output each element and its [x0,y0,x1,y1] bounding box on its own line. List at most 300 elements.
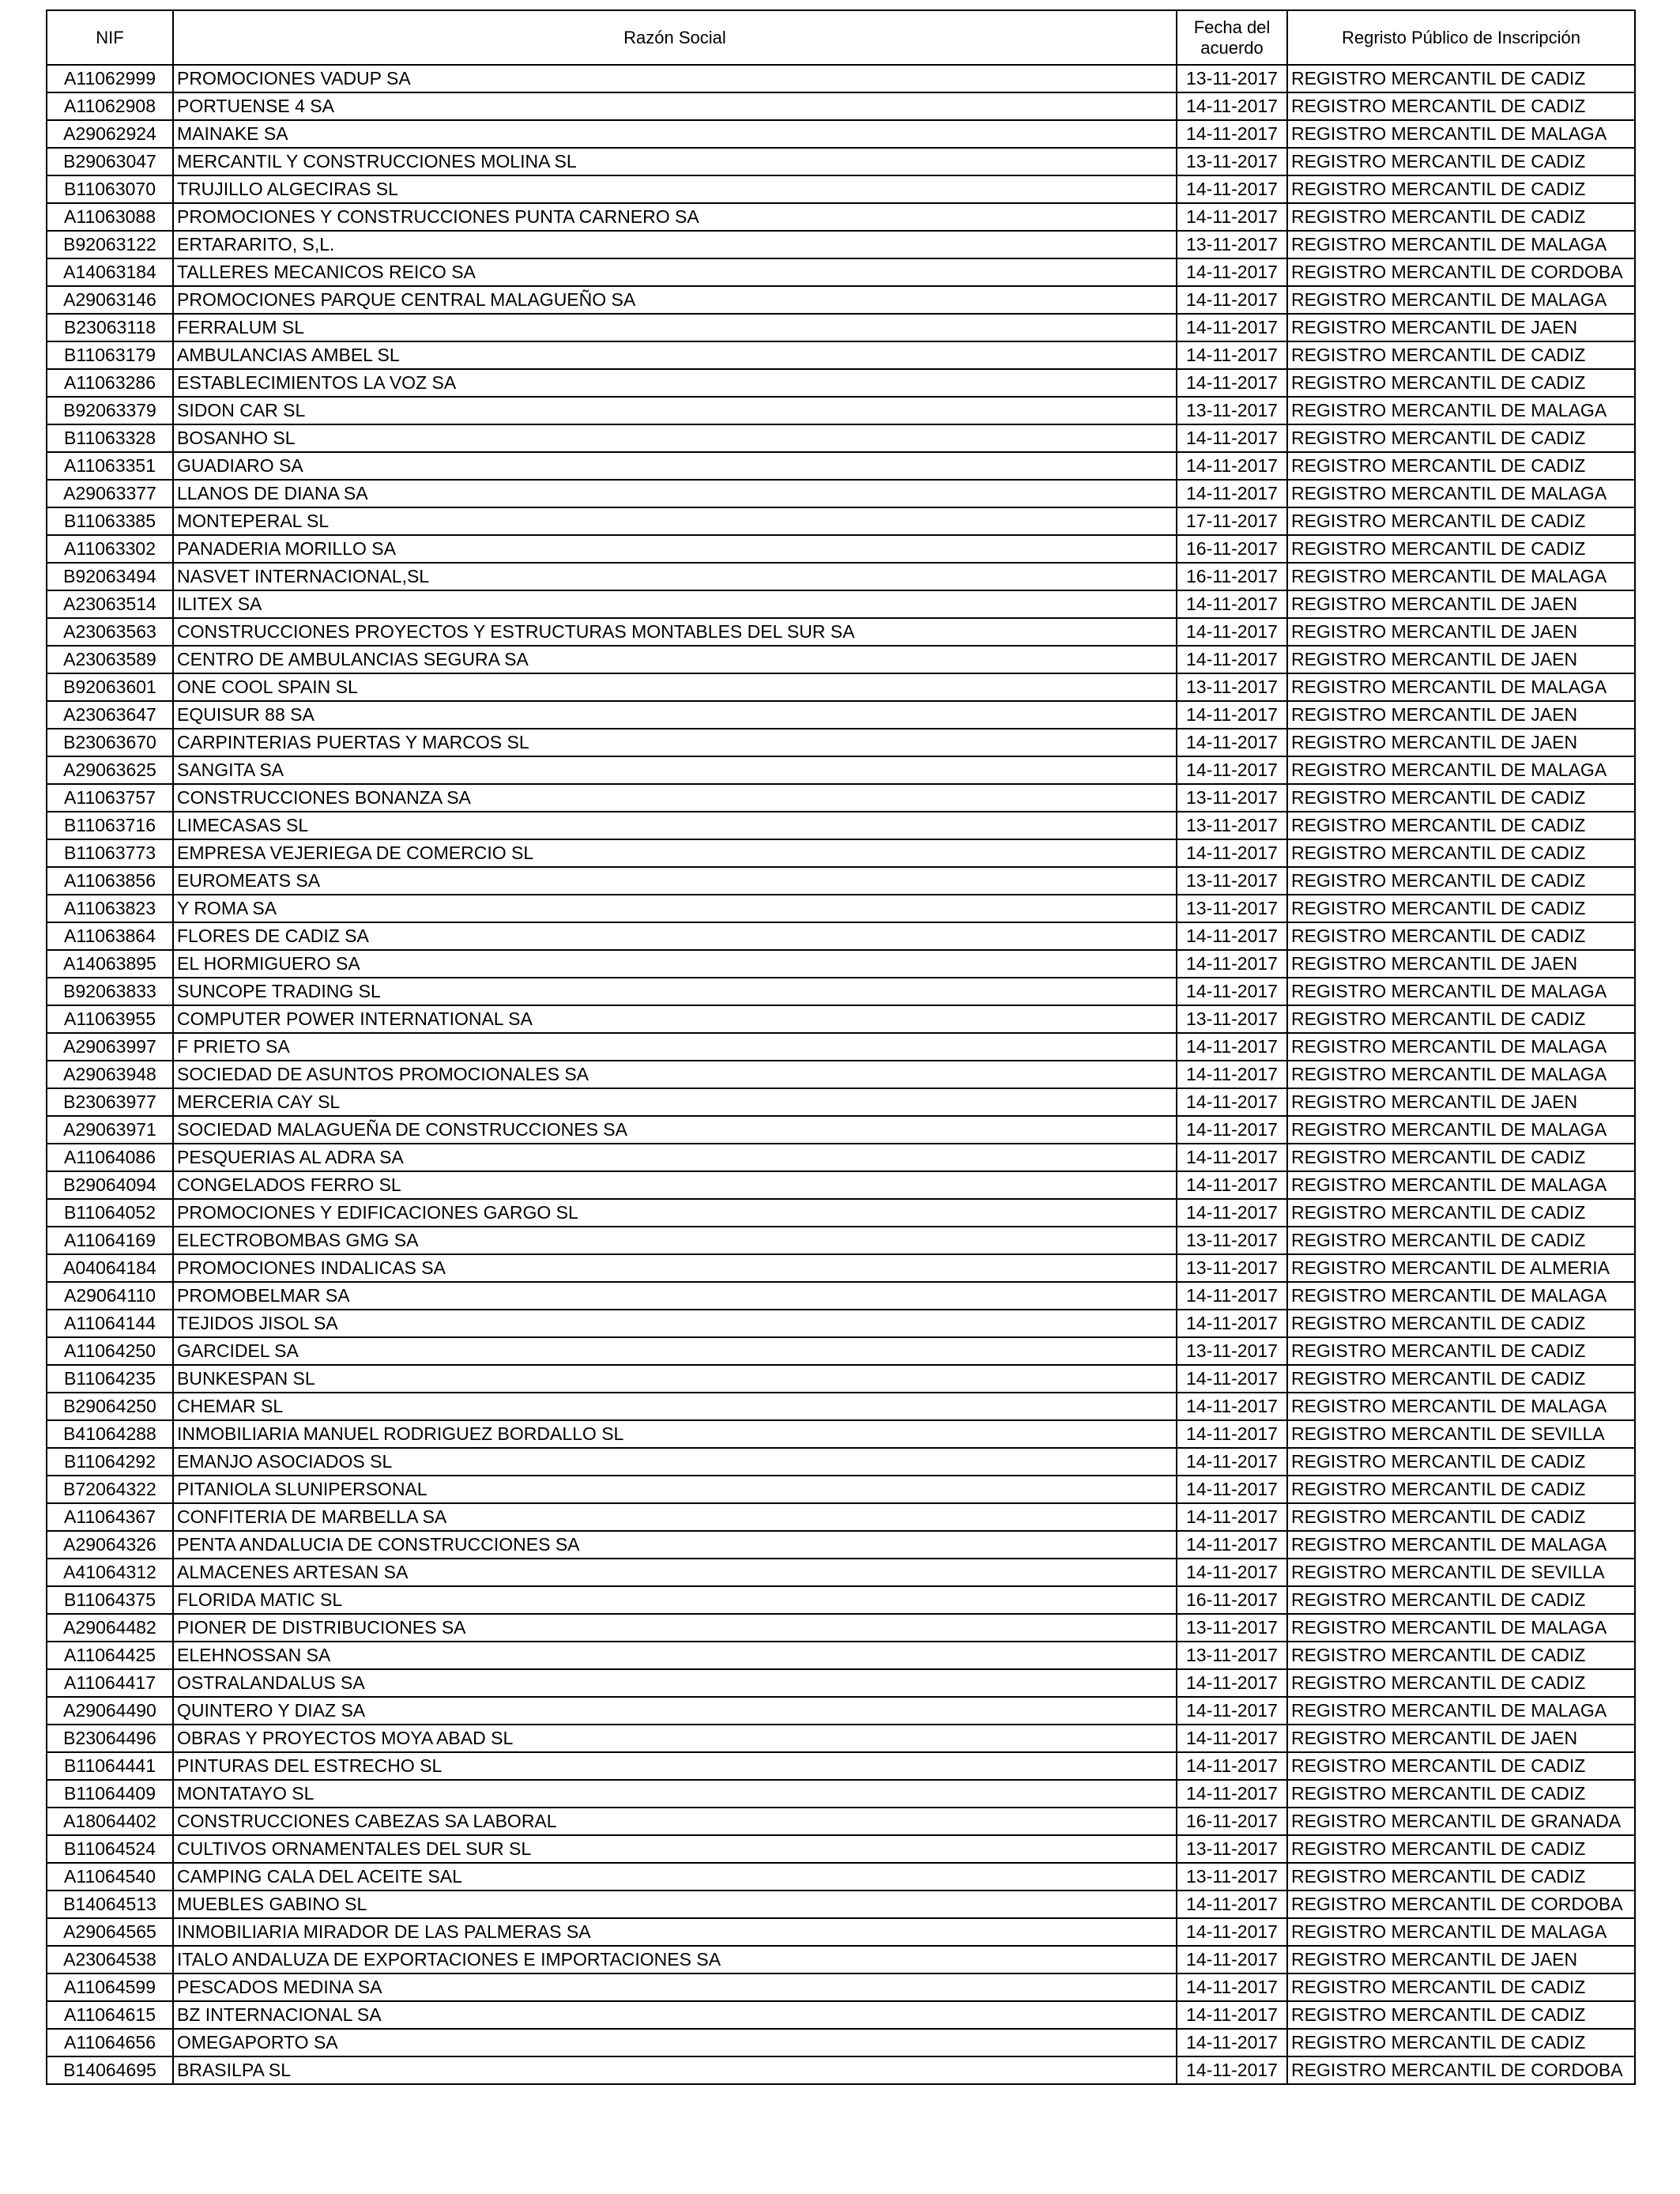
cell-fecha: 14-11-2017 [1177,1476,1287,1503]
cell-fecha: 14-11-2017 [1177,1061,1287,1088]
table-row [47,1282,1635,1310]
cell-fecha: 16-11-2017 [1177,1808,1287,1835]
cell-razon-social: CONSTRUCCIONES BONANZA SA [173,784,1177,812]
table-row [47,258,1635,286]
table-row [47,1891,1635,1918]
cell-fecha: 14-11-2017 [1177,618,1287,646]
cell-razon-social: OBRAS Y PROYECTOS MOYA ABAD SL [173,1725,1177,1752]
table-row [47,1531,1635,1559]
cell-nif: A11064144 [47,1310,173,1337]
cell-fecha: 16-11-2017 [1177,563,1287,590]
cell-registro: REGISTRO MERCANTIL DE MALAGA [1287,978,1635,1005]
table-row [47,2001,1635,2029]
table-row [47,1476,1635,1503]
table-row [47,1586,1635,1614]
table-row [47,867,1635,895]
cell-registro: REGISTRO MERCANTIL DE MALAGA [1287,231,1635,258]
cell-nif: A29064110 [47,1282,173,1310]
cell-nif: B23063977 [47,1088,173,1116]
cell-fecha: 14-11-2017 [1177,424,1287,452]
cell-nif: B11063179 [47,341,173,369]
cell-nif: B11064292 [47,1448,173,1476]
cell-razon-social: PROMOBELMAR SA [173,1282,1177,1310]
table-row [47,1033,1635,1061]
cell-nif: A29063948 [47,1061,173,1088]
cell-fecha: 14-11-2017 [1177,480,1287,507]
table-row [47,1310,1635,1337]
cell-razon-social: ITALO ANDALUZA DE EXPORTACIONES E IMPORTACIONES SA [173,1946,1177,1973]
cell-fecha: 14-11-2017 [1177,1144,1287,1171]
cell-razon-social: CONSTRUCCIONES PROYECTOS Y ESTRUCTURAS MONTABLES DEL SUR SA [173,618,1177,646]
cell-nif: A29063971 [47,1116,173,1144]
cell-razon-social: TRUJILLO ALGECIRAS SL [173,175,1177,203]
cell-registro: REGISTRO MERCANTIL DE CADIZ [1287,922,1635,950]
header-row [47,10,1635,65]
header-razon-social: Razón Social [173,10,1177,65]
cell-registro: REGISTRO MERCANTIL DE CADIZ [1287,1448,1635,1476]
cell-nif: B11063328 [47,424,173,452]
cell-registro: REGISTRO MERCANTIL DE CADIZ [1287,369,1635,397]
cell-nif: A11063757 [47,784,173,812]
cell-fecha: 14-11-2017 [1177,1918,1287,1946]
cell-fecha: 13-11-2017 [1177,1337,1287,1365]
table-row [47,1337,1635,1365]
cell-nif: B23064496 [47,1725,173,1752]
cell-razon-social: MONTEPERAL SL [173,507,1177,535]
cell-registro: REGISTRO MERCANTIL DE CADIZ [1287,203,1635,231]
cell-fecha: 13-11-2017 [1177,812,1287,839]
cell-registro: REGISTRO MERCANTIL DE CORDOBA [1287,258,1635,286]
cell-registro: REGISTRO MERCANTIL DE CADIZ [1287,2001,1635,2029]
cell-registro: REGISTRO MERCANTIL DE CADIZ [1287,1005,1635,1033]
cell-nif: B11064524 [47,1835,173,1863]
cell-fecha: 16-11-2017 [1177,535,1287,563]
cell-fecha: 14-11-2017 [1177,646,1287,673]
cell-registro: REGISTRO MERCANTIL DE CADIZ [1287,812,1635,839]
cell-registro: REGISTRO MERCANTIL DE MALAGA [1287,480,1635,507]
cell-fecha: 14-11-2017 [1177,1669,1287,1697]
cell-registro: REGISTRO MERCANTIL DE MALAGA [1287,1061,1635,1088]
cell-nif: B11063385 [47,507,173,535]
table-row [47,175,1635,203]
cell-nif: A29063997 [47,1033,173,1061]
cell-nif: A11064169 [47,1227,173,1254]
cell-registro: REGISTRO MERCANTIL DE CADIZ [1287,839,1635,867]
cell-nif: A29064482 [47,1614,173,1642]
cell-fecha: 14-11-2017 [1177,2029,1287,2056]
cell-registro: REGISTRO MERCANTIL DE MALAGA [1287,673,1635,701]
cell-razon-social: MERCANTIL Y CONSTRUCCIONES MOLINA SL [173,148,1177,175]
cell-fecha: 13-11-2017 [1177,784,1287,812]
cell-nif: A11064367 [47,1503,173,1531]
table-row [47,424,1635,452]
cell-razon-social: CENTRO DE AMBULANCIAS SEGURA SA [173,646,1177,673]
cell-fecha: 13-11-2017 [1177,1227,1287,1254]
cell-registro: REGISTRO MERCANTIL DE CADIZ [1287,1144,1635,1171]
cell-nif: A11063856 [47,867,173,895]
cell-registro: REGISTRO MERCANTIL DE CADIZ [1287,507,1635,535]
cell-nif: A29063377 [47,480,173,507]
cell-fecha: 13-11-2017 [1177,1835,1287,1863]
cell-razon-social: PANADERIA MORILLO SA [173,535,1177,563]
cell-registro: REGISTRO MERCANTIL DE CADIZ [1287,535,1635,563]
cell-nif: B23063670 [47,729,173,756]
table-row [47,452,1635,480]
cell-fecha: 14-11-2017 [1177,590,1287,618]
table-row [47,1088,1635,1116]
cell-razon-social: FERRALUM SL [173,314,1177,341]
cell-fecha: 13-11-2017 [1177,397,1287,424]
table-row [47,812,1635,839]
cell-razon-social: EMANJO ASOCIADOS SL [173,1448,1177,1476]
cell-nif: A11063302 [47,535,173,563]
cell-registro: REGISTRO MERCANTIL DE CADIZ [1287,1752,1635,1780]
cell-nif: A29063625 [47,756,173,784]
cell-nif: B14064513 [47,1891,173,1918]
cell-registro: REGISTRO MERCANTIL DE CADIZ [1287,1503,1635,1531]
cell-fecha: 14-11-2017 [1177,756,1287,784]
cell-nif: B11064052 [47,1199,173,1227]
cell-nif: A04064184 [47,1254,173,1282]
table-row [47,1171,1635,1199]
cell-registro: REGISTRO MERCANTIL DE CADIZ [1287,175,1635,203]
cell-razon-social: SANGITA SA [173,756,1177,784]
cell-registro: REGISTRO MERCANTIL DE CADIZ [1287,341,1635,369]
cell-razon-social: CULTIVOS ORNAMENTALES DEL SUR SL [173,1835,1177,1863]
cell-nif: B92063601 [47,673,173,701]
cell-fecha: 16-11-2017 [1177,1586,1287,1614]
cell-nif: A29063146 [47,286,173,314]
table-row [47,1365,1635,1393]
cell-registro: REGISTRO MERCANTIL DE CADIZ [1287,65,1635,92]
table-row [47,784,1635,812]
table-row [47,563,1635,590]
table-row [47,341,1635,369]
cell-razon-social: MONTATAYO SL [173,1780,1177,1808]
cell-nif: B92063379 [47,397,173,424]
cell-nif: A11063823 [47,895,173,922]
cell-fecha: 14-11-2017 [1177,341,1287,369]
cell-fecha: 14-11-2017 [1177,369,1287,397]
cell-nif: B29063047 [47,148,173,175]
table-row [47,1061,1635,1088]
cell-fecha: 14-11-2017 [1177,1752,1287,1780]
cell-registro: REGISTRO MERCANTIL DE JAEN [1287,314,1635,341]
cell-registro: REGISTRO MERCANTIL DE CADIZ [1287,1199,1635,1227]
cell-nif: A23063563 [47,618,173,646]
table-row [47,646,1635,673]
table-row [47,1863,1635,1891]
header-registro: Regristo Público de Inscripción [1287,10,1635,65]
cell-razon-social: GARCIDEL SA [173,1337,1177,1365]
cell-razon-social: MERCERIA CAY SL [173,1088,1177,1116]
table-header [47,10,1635,65]
cell-registro: REGISTRO MERCANTIL DE MALAGA [1287,1116,1635,1144]
cell-fecha: 14-11-2017 [1177,1393,1287,1420]
cell-razon-social: ELEHNOSSAN SA [173,1642,1177,1669]
cell-razon-social: PESQUERIAS AL ADRA SA [173,1144,1177,1171]
cell-fecha: 14-11-2017 [1177,452,1287,480]
cell-fecha: 14-11-2017 [1177,1088,1287,1116]
cell-razon-social: EMPRESA VEJERIEGA DE COMERCIO SL [173,839,1177,867]
cell-registro: REGISTRO MERCANTIL DE CADIZ [1287,2029,1635,2056]
cell-fecha: 14-11-2017 [1177,1697,1287,1725]
cell-nif: A11064425 [47,1642,173,1669]
cell-nif: B29064094 [47,1171,173,1199]
cell-razon-social: MAINAKE SA [173,120,1177,148]
cell-fecha: 14-11-2017 [1177,203,1287,231]
cell-registro: REGISTRO MERCANTIL DE CORDOBA [1287,2056,1635,2084]
cell-razon-social: MUEBLES GABINO SL [173,1891,1177,1918]
cell-nif: B14064695 [47,2056,173,2084]
cell-registro: REGISTRO MERCANTIL DE CADIZ [1287,784,1635,812]
cell-razon-social: SIDON CAR SL [173,397,1177,424]
cell-registro: REGISTRO MERCANTIL DE JAEN [1287,950,1635,978]
cell-nif: A11063286 [47,369,173,397]
cell-nif: A11062999 [47,65,173,92]
cell-registro: REGISTRO MERCANTIL DE CADIZ [1287,1365,1635,1393]
cell-razon-social: NASVET INTERNACIONAL,SL [173,563,1177,590]
table-row [47,839,1635,867]
table-body [47,65,1635,2084]
cell-fecha: 13-11-2017 [1177,673,1287,701]
cell-registro: REGISTRO MERCANTIL DE CORDOBA [1287,1891,1635,1918]
cell-nif: A11064086 [47,1144,173,1171]
cell-fecha: 14-11-2017 [1177,1199,1287,1227]
table-row [47,618,1635,646]
cell-fecha: 14-11-2017 [1177,2056,1287,2084]
cell-razon-social: BOSANHO SL [173,424,1177,452]
cell-registro: REGISTRO MERCANTIL DE SEVILLA [1287,1420,1635,1448]
table-row [47,1199,1635,1227]
cell-nif: B92063494 [47,563,173,590]
table-row [47,978,1635,1005]
cell-fecha: 17-11-2017 [1177,507,1287,535]
table-row [47,2029,1635,2056]
cell-razon-social: EQUISUR 88 SA [173,701,1177,729]
cell-razon-social: GUADIARO SA [173,452,1177,480]
cell-nif: A23064538 [47,1946,173,1973]
table-row [47,1780,1635,1808]
cell-razon-social: CONGELADOS FERRO SL [173,1171,1177,1199]
cell-registro: REGISTRO MERCANTIL DE CADIZ [1287,1973,1635,2001]
table-row [47,1005,1635,1033]
cell-registro: REGISTRO MERCANTIL DE MALAGA [1287,1918,1635,1946]
table-row [47,1697,1635,1725]
cell-razon-social: FLORES DE CADIZ SA [173,922,1177,950]
cell-razon-social: CARPINTERIAS PUERTAS Y MARCOS SL [173,729,1177,756]
table-row [47,1752,1635,1780]
cell-registro: REGISTRO MERCANTIL DE CADIZ [1287,1310,1635,1337]
cell-nif: A29062924 [47,120,173,148]
cell-registro: REGISTRO MERCANTIL DE MALAGA [1287,120,1635,148]
cell-razon-social: PITANIOLA SLUNIPERSONAL [173,1476,1177,1503]
cell-razon-social: PROMOCIONES INDALICAS SA [173,1254,1177,1282]
cell-nif: A41064312 [47,1559,173,1586]
cell-nif: A11064540 [47,1863,173,1891]
table-row [47,1559,1635,1586]
cell-nif: A11063955 [47,1005,173,1033]
table-row [47,1254,1635,1282]
cell-razon-social: INMOBILIARIA MANUEL RODRIGUEZ BORDALLO SL [173,1420,1177,1448]
cell-razon-social: SUNCOPE TRADING SL [173,978,1177,1005]
table-row [47,922,1635,950]
cell-registro: REGISTRO MERCANTIL DE SEVILLA [1287,1559,1635,1586]
cell-razon-social: PROMOCIONES Y CONSTRUCCIONES PUNTA CARNERO SA [173,203,1177,231]
cell-nif: B11063773 [47,839,173,867]
cell-registro: REGISTRO MERCANTIL DE CADIZ [1287,92,1635,120]
cell-razon-social: CONSTRUCCIONES CABEZAS SA LABORAL [173,1808,1177,1835]
cell-fecha: 14-11-2017 [1177,839,1287,867]
cell-fecha: 14-11-2017 [1177,1033,1287,1061]
cell-registro: REGISTRO MERCANTIL DE CADIZ [1287,1669,1635,1697]
cell-nif: B41064288 [47,1420,173,1448]
table-row [47,895,1635,922]
table-row [47,1918,1635,1946]
cell-razon-social: FLORIDA MATIC SL [173,1586,1177,1614]
cell-razon-social: PESCADOS MEDINA SA [173,1973,1177,2001]
cell-registro: REGISTRO MERCANTIL DE CADIZ [1287,1227,1635,1254]
cell-fecha: 14-11-2017 [1177,1891,1287,1918]
cell-razon-social: EL HORMIGUERO SA [173,950,1177,978]
table-row [47,701,1635,729]
cell-razon-social: PROMOCIONES Y EDIFICACIONES GARGO SL [173,1199,1177,1227]
cell-razon-social: COMPUTER POWER INTERNATIONAL SA [173,1005,1177,1033]
table-row [47,1973,1635,2001]
cell-registro: REGISTRO MERCANTIL DE MALAGA [1287,1282,1635,1310]
cell-nif: B92063122 [47,231,173,258]
cell-fecha: 13-11-2017 [1177,1642,1287,1669]
cell-nif: A11063088 [47,203,173,231]
cell-fecha: 13-11-2017 [1177,1005,1287,1033]
table-row [47,203,1635,231]
cell-fecha: 14-11-2017 [1177,1282,1287,1310]
table-row [47,397,1635,424]
cell-razon-social: BRASILPA SL [173,2056,1177,2084]
cell-registro: REGISTRO MERCANTIL DE CADIZ [1287,424,1635,452]
table-row [47,148,1635,175]
cell-nif: A11064417 [47,1669,173,1697]
table-row [47,1393,1635,1420]
cell-nif: A14063184 [47,258,173,286]
table-row [47,369,1635,397]
cell-fecha: 13-11-2017 [1177,65,1287,92]
table-row [47,231,1635,258]
cell-registro: REGISTRO MERCANTIL DE JAEN [1287,1725,1635,1752]
cell-nif: A14063895 [47,950,173,978]
cell-razon-social: EUROMEATS SA [173,867,1177,895]
cell-nif: A18064402 [47,1808,173,1835]
table-row [47,480,1635,507]
cell-nif: B11064375 [47,1586,173,1614]
cell-razon-social: PROMOCIONES VADUP SA [173,65,1177,92]
cell-fecha: 14-11-2017 [1177,1973,1287,2001]
table-row [47,1227,1635,1254]
cell-fecha: 13-11-2017 [1177,231,1287,258]
cell-registro: REGISTRO MERCANTIL DE CADIZ [1287,452,1635,480]
cell-registro: REGISTRO MERCANTIL DE CADIZ [1287,1642,1635,1669]
cell-nif: A23063647 [47,701,173,729]
cell-razon-social: QUINTERO Y DIAZ SA [173,1697,1177,1725]
cell-nif: A23063514 [47,590,173,618]
table-row [47,1144,1635,1171]
table-row [47,120,1635,148]
cell-razon-social: ERTARARITO, S,L. [173,231,1177,258]
table-row [47,673,1635,701]
cell-razon-social: OMEGAPORTO SA [173,2029,1177,2056]
table-row [47,92,1635,120]
cell-registro: REGISTRO MERCANTIL DE CADIZ [1287,1337,1635,1365]
header-nif: NIF [47,10,173,65]
cell-razon-social: SOCIEDAD MALAGUEÑA DE CONSTRUCCIONES SA [173,1116,1177,1144]
table-row [47,535,1635,563]
table-row [47,1835,1635,1863]
cell-razon-social: ALMACENES ARTESAN SA [173,1559,1177,1586]
cell-registro: REGISTRO MERCANTIL DE MALAGA [1287,756,1635,784]
cell-razon-social: CAMPING CALA DEL ACEITE SAL [173,1863,1177,1891]
cell-registro: REGISTRO MERCANTIL DE CADIZ [1287,1863,1635,1891]
cell-razon-social: OSTRALANDALUS SA [173,1669,1177,1697]
cell-razon-social: LLANOS DE DIANA SA [173,480,1177,507]
table-row [47,1116,1635,1144]
cell-registro: REGISTRO MERCANTIL DE MALAGA [1287,563,1635,590]
cell-registro: REGISTRO MERCANTIL DE GRANADA [1287,1808,1635,1835]
cell-registro: REGISTRO MERCANTIL DE ALMERIA [1287,1254,1635,1282]
cell-nif: A11063351 [47,452,173,480]
cell-fecha: 14-11-2017 [1177,1365,1287,1393]
cell-registro: REGISTRO MERCANTIL DE JAEN [1287,1088,1635,1116]
cell-nif: A11064599 [47,1973,173,2001]
table-row [47,65,1635,92]
cell-fecha: 13-11-2017 [1177,867,1287,895]
cell-fecha: 14-11-2017 [1177,2001,1287,2029]
cell-fecha: 14-11-2017 [1177,1559,1287,1586]
cell-nif: A29064565 [47,1918,173,1946]
cell-fecha: 14-11-2017 [1177,1448,1287,1476]
table-row [47,314,1635,341]
table-row [47,1448,1635,1476]
cell-razon-social: ONE COOL SPAIN SL [173,673,1177,701]
cell-razon-social: PORTUENSE 4 SA [173,92,1177,120]
registry-table [46,9,1636,2085]
cell-registro: REGISTRO MERCANTIL DE MALAGA [1287,1033,1635,1061]
cell-fecha: 14-11-2017 [1177,314,1287,341]
cell-razon-social: AMBULANCIAS AMBEL SL [173,341,1177,369]
cell-razon-social: PENTA ANDALUCIA DE CONSTRUCCIONES SA [173,1531,1177,1559]
cell-nif: A11064250 [47,1337,173,1365]
cell-nif: B29064250 [47,1393,173,1420]
cell-registro: REGISTRO MERCANTIL DE JAEN [1287,646,1635,673]
cell-registro: REGISTRO MERCANTIL DE MALAGA [1287,1531,1635,1559]
cell-nif: A11062908 [47,92,173,120]
cell-razon-social: LIMECASAS SL [173,812,1177,839]
cell-nif: A11063864 [47,922,173,950]
cell-nif: A11064615 [47,2001,173,2029]
cell-registro: REGISTRO MERCANTIL DE CADIZ [1287,1835,1635,1863]
cell-registro: REGISTRO MERCANTIL DE MALAGA [1287,1614,1635,1642]
table-row [47,1946,1635,1973]
cell-fecha: 14-11-2017 [1177,1116,1287,1144]
cell-registro: REGISTRO MERCANTIL DE CADIZ [1287,1780,1635,1808]
cell-registro: REGISTRO MERCANTIL DE MALAGA [1287,1393,1635,1420]
cell-fecha: 14-11-2017 [1177,729,1287,756]
cell-fecha: 14-11-2017 [1177,978,1287,1005]
cell-razon-social: BZ INTERNACIONAL SA [173,2001,1177,2029]
cell-registro: REGISTRO MERCANTIL DE JAEN [1287,590,1635,618]
cell-registro: REGISTRO MERCANTIL DE CADIZ [1287,1586,1635,1614]
cell-fecha: 14-11-2017 [1177,1531,1287,1559]
cell-registro: REGISTRO MERCANTIL DE JAEN [1287,701,1635,729]
